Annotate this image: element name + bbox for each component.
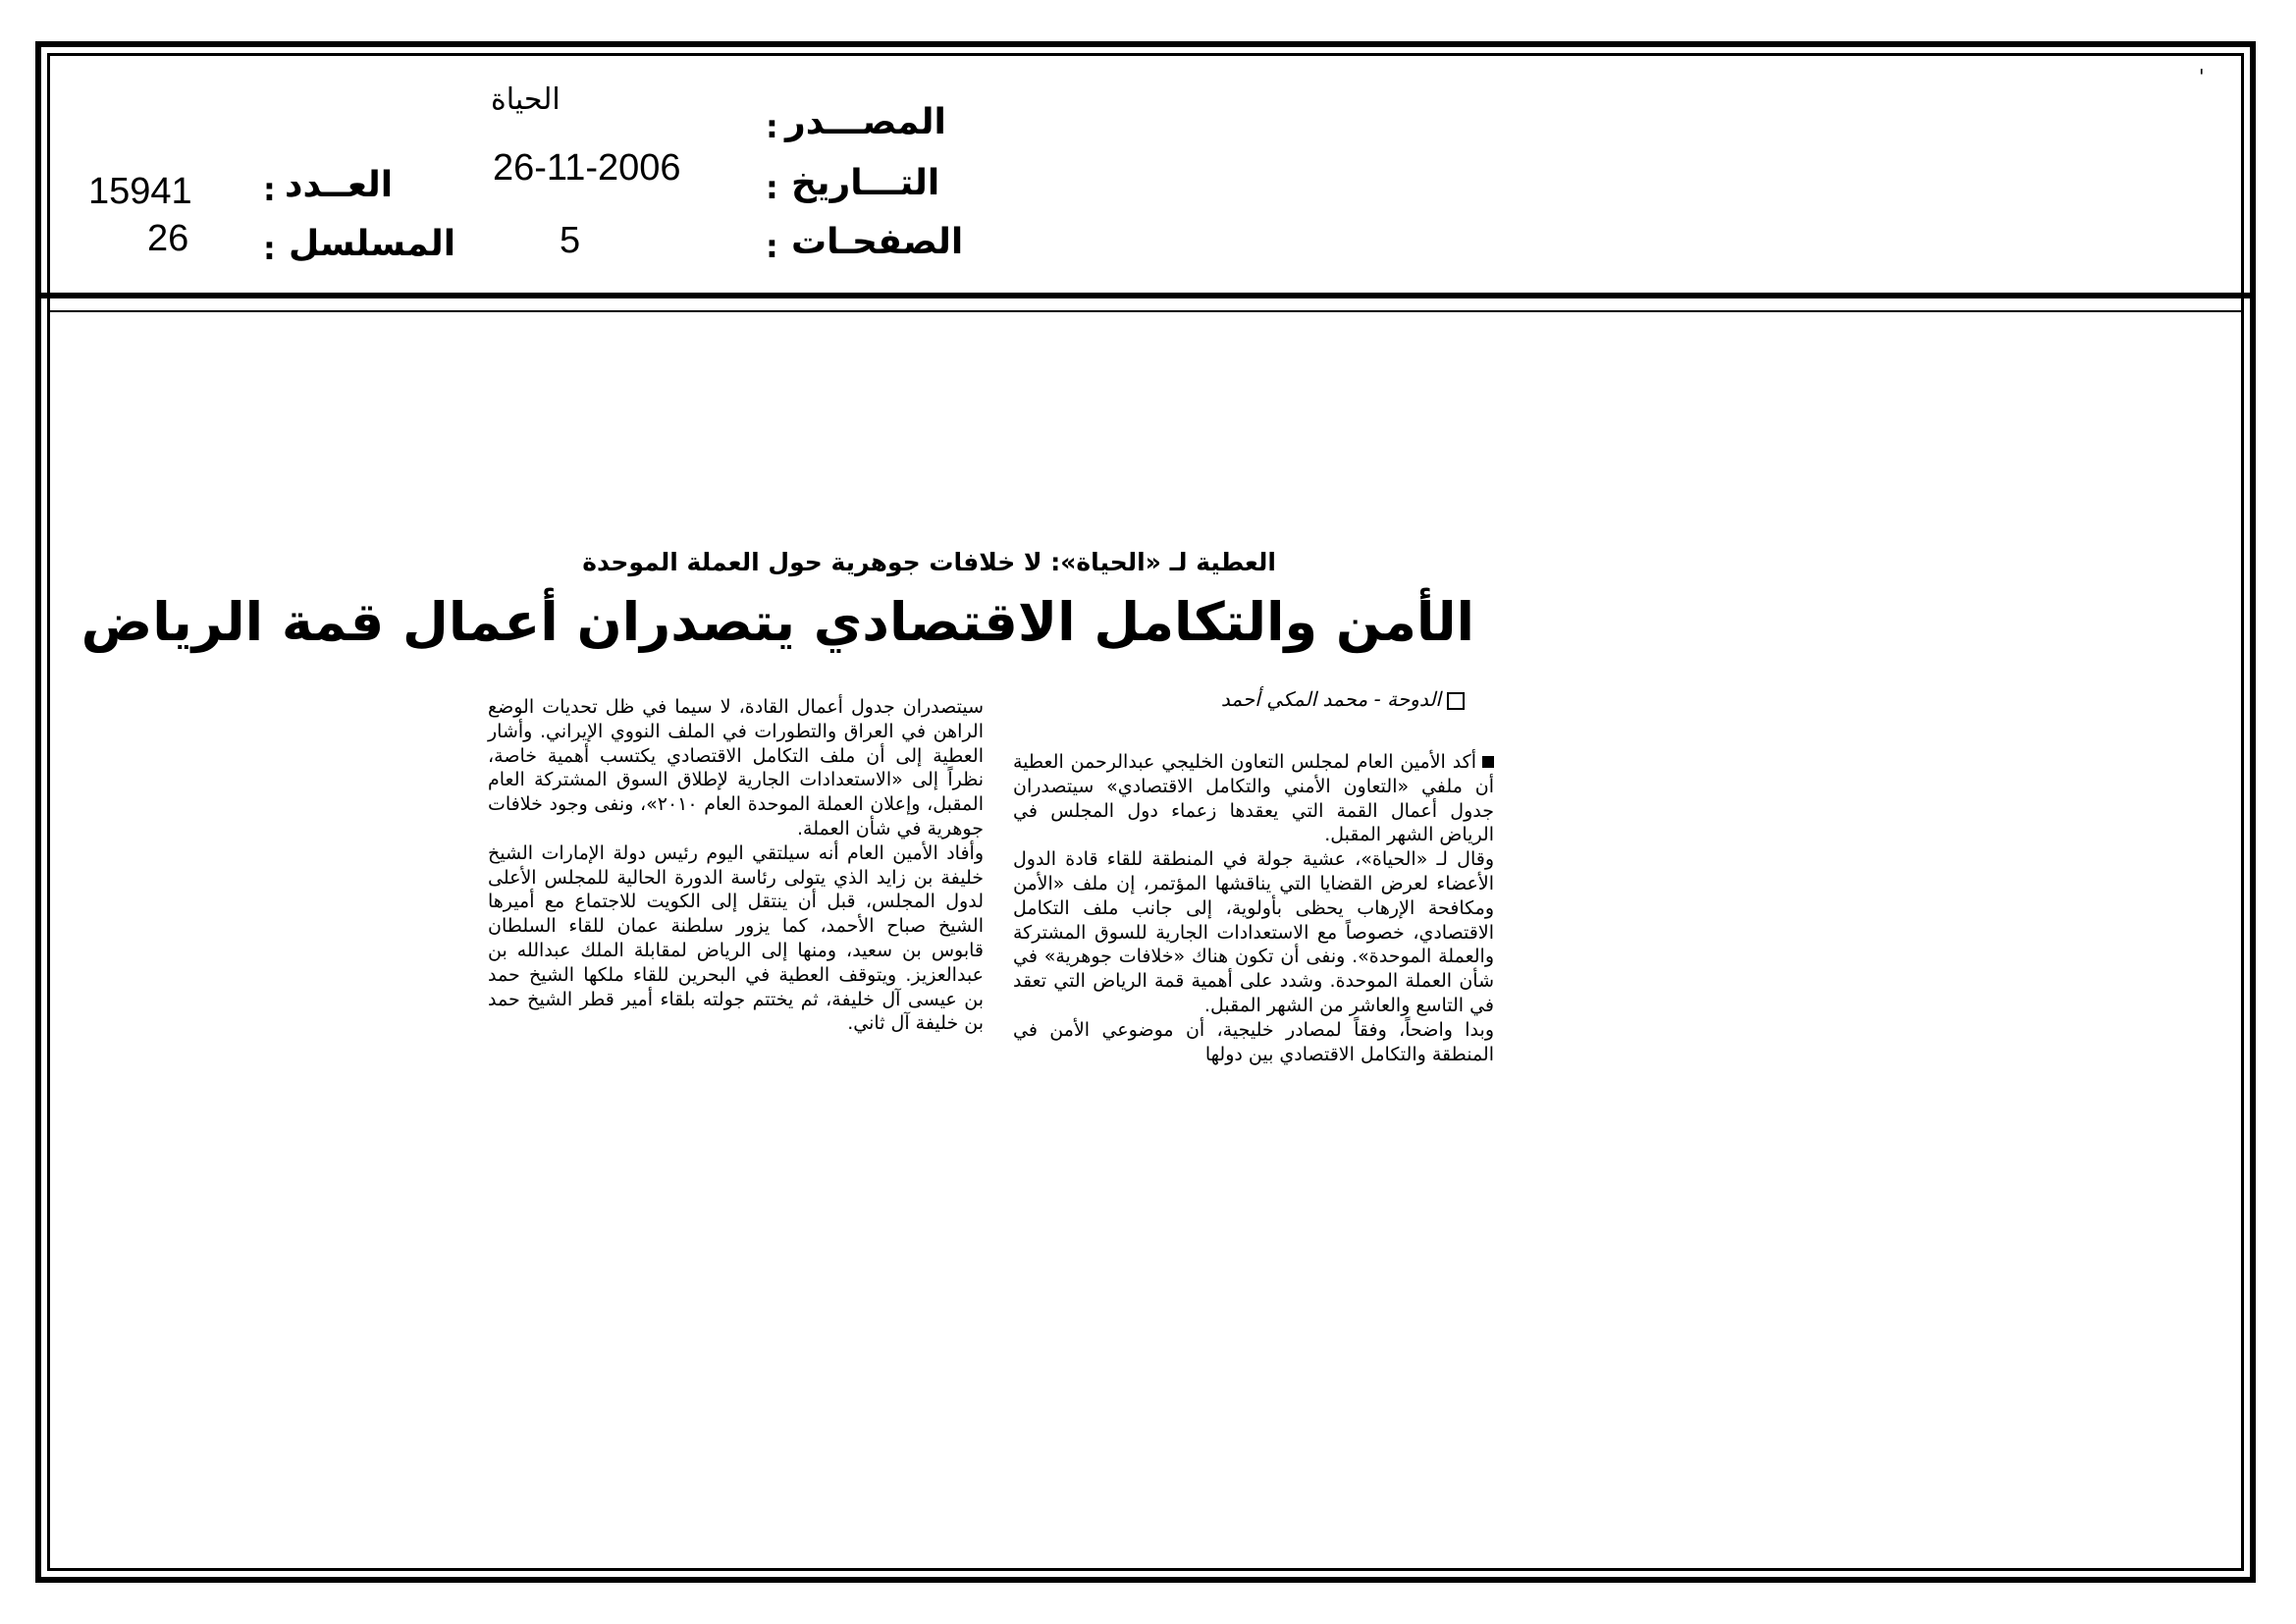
paragraph-square-icon xyxy=(1482,756,1494,768)
byline-text: الدوحة - محمد المكي أحمد xyxy=(1220,687,1441,711)
article-paragraph: وأفاد الأمين العام أنه سيلتقي اليوم رئيس دولة الإمارات الشيخ خليفة بن زايد الذي يتولى رئاسة الدورة الحالية للمجلس الأعلى لدول المجلس، قبل أن ينتقل إلى الكويت للاجتماع مع أميرها الشيخ صباح الأحمد، كما يزور سلطنة عمان للقاء السلطان قابوس بن سعيد، ومنها إلى الرياض لمقابلة الملك عبدالله بن عبدالعزيز. ويتوقف العطية في البحرين للقاء ملكها الشيخ حمد بن عيسى آل خليفة، ثم يختتم جولته بلقاء أمير قطر الشيخ حمد بن خليفة آل ثاني. xyxy=(488,841,984,1035)
serial-colon: : xyxy=(263,230,276,267)
news-clipping xyxy=(80,540,1504,1168)
article-byline xyxy=(1221,687,1465,711)
header-divider xyxy=(35,293,2256,298)
date-colon: : xyxy=(766,169,778,206)
date-value: 26-11-2006 xyxy=(493,147,681,189)
source-colon: : xyxy=(766,108,778,145)
date-label: التـــاريخ xyxy=(791,163,940,203)
article-column-right xyxy=(1013,750,1494,1066)
article-kicker: العطية لـ «الحياة»: لا خلافات جوهرية حول العملة الموحدة xyxy=(582,548,1276,576)
article-paragraph: وبدا واضحاً، وفقاً لمصادر خليجية، أن موضوعي الأمن في المنطقة والتكامل الاقتصادي بين دولها xyxy=(1013,1018,1494,1065)
source-label: المصـــدر xyxy=(785,102,946,142)
header-divider-inner xyxy=(47,310,2244,312)
source-value: الحياة xyxy=(491,82,561,117)
issue-value: 15941 xyxy=(88,171,192,212)
issue-label: العــدد xyxy=(285,165,394,205)
issue-colon: : xyxy=(263,171,276,208)
article-column-left xyxy=(488,695,984,1036)
article-paragraph: وقال لـ «الحياة»، عشية جولة في المنطقة للقاء قادة الدول الأعضاء لعرض القضايا التي يناقشها المؤتمر، إن ملف «الأمن ومكافحة الإرهاب يحظى بأولوية، إلى جانب ملف التكامل الاقتصادي، خصوصاً مع الاستعدادات الجارية للسوق المشتركة والعملة الموحدة». ونفى أن تكون هناك «خلافات جوهرية» في شأن العملة الموحدة. وشدد على أهمية قمة الرياض التي تعقد في التاسع والعاشر من الشهر المقبل. xyxy=(1013,848,1494,1016)
article-paragraph: سيتصدران جدول أعمال القادة، لا سيما في ظل تحديات الوضع الراهن في العراق والتطورات في الملف النووي الإيراني. وأشار العطية إلى أن ملف التكامل الاقتصادي يكتسب أهمية خاصة، نظراً إلى «الاستعدادات الجارية لإطلاق السوق المشتركة العام المقبل، وإعلان العملة الموحدة العام ٢٠١٠»، ونفى وجود خلافات جوهرية في شأن العملة. xyxy=(488,696,984,839)
article-headline: الأمن والتكامل الاقتصادي يتصدران أعمال قمة الرياض xyxy=(80,591,1474,653)
paragraph-text: أكد الأمين العام لمجلس التعاون الخليجي عبدالرحمن العطية أن ملفي «التعاون الأمني والتكامل الاقتصادي» سيتصدران جدول أعمال القمة التي يعقدها زعماء دول المجلس في الرياض الشهر المقبل. xyxy=(1013,751,1494,846)
serial-label: المسلسل xyxy=(289,224,456,264)
byline-box-icon xyxy=(1447,692,1465,710)
article-paragraph xyxy=(1013,750,1494,847)
pages-colon: : xyxy=(766,228,778,265)
corner-mark: ' xyxy=(2199,65,2205,88)
pages-label: الصفحـات xyxy=(791,222,964,262)
pages-value: 5 xyxy=(560,220,581,261)
serial-value: 26 xyxy=(147,218,189,259)
